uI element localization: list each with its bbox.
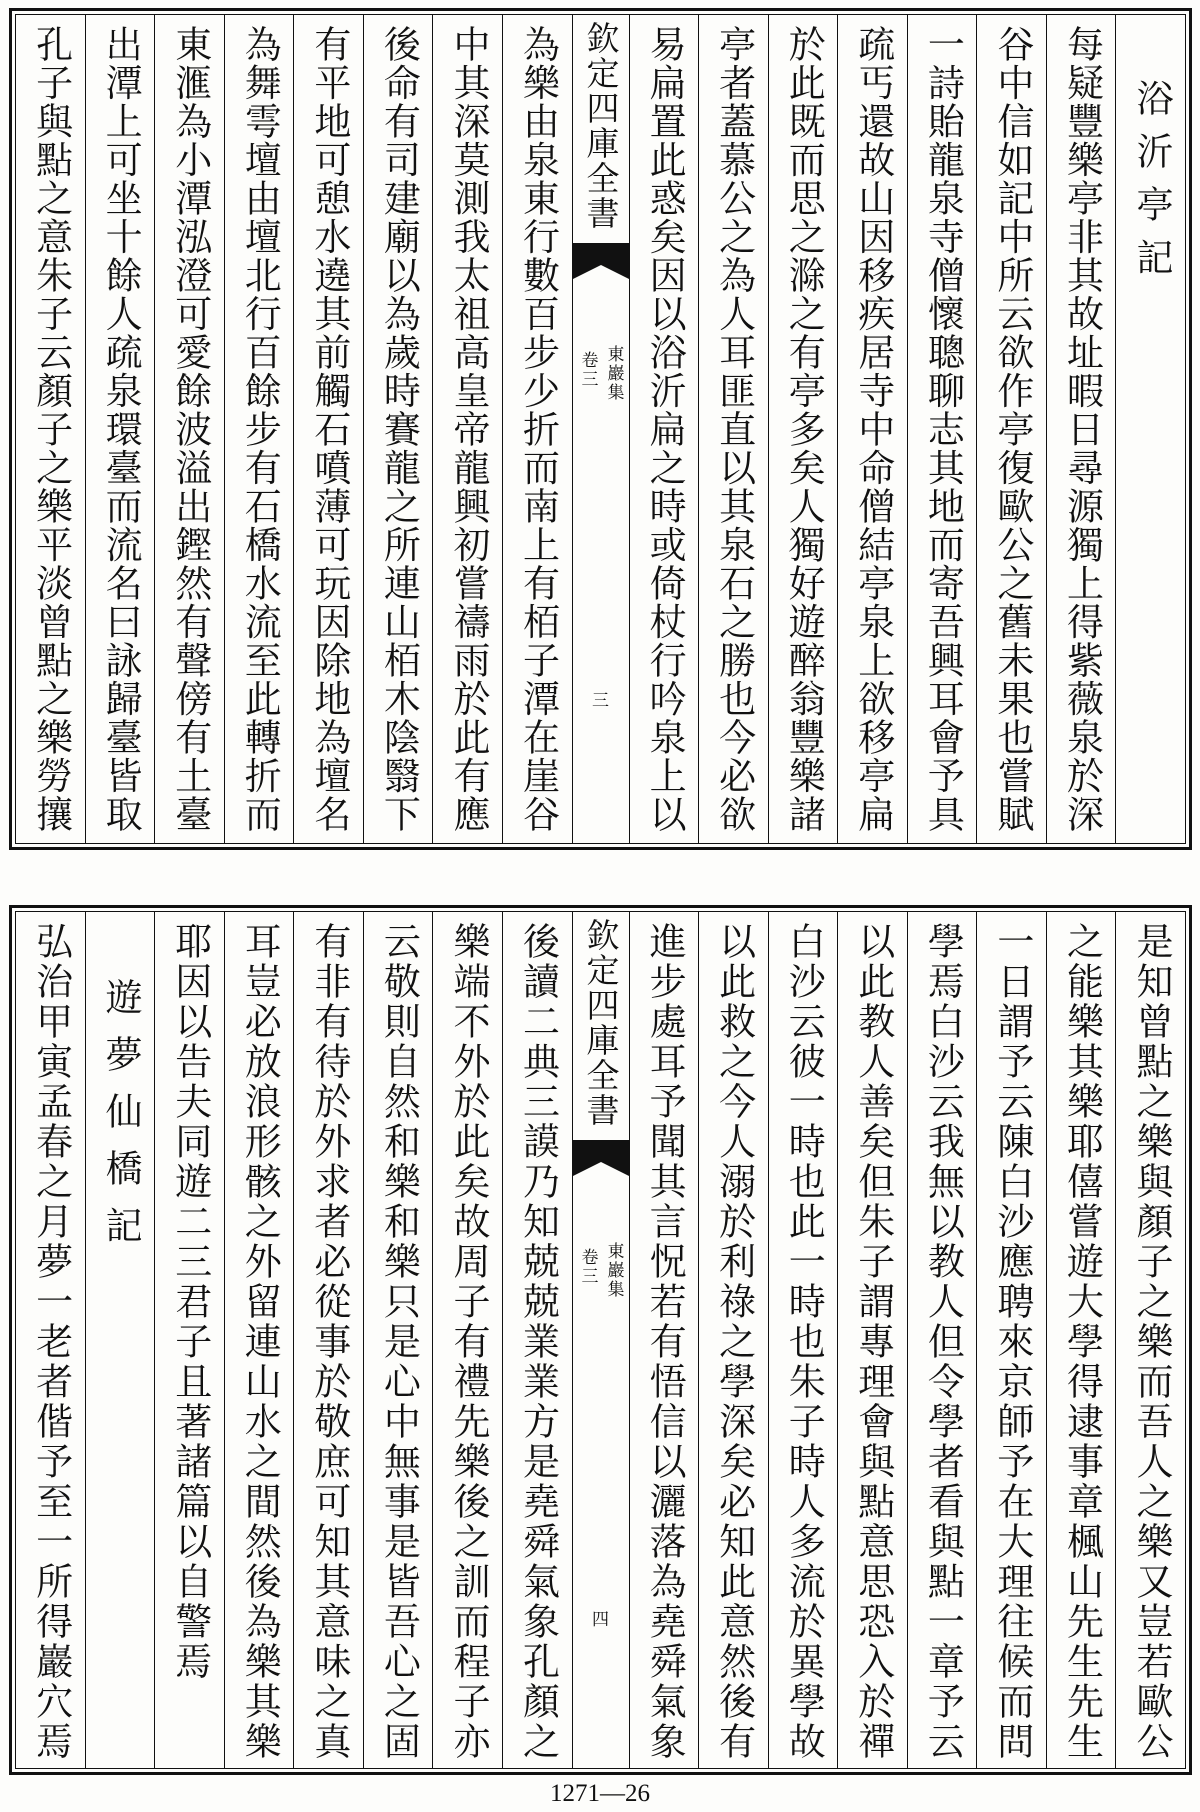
volume-label: 卷三 bbox=[577, 1248, 598, 1286]
text-column: 一詩貽龍泉寺僧懷聰聊志其地而寄吾興耳會予具 bbox=[907, 15, 977, 843]
fold-volume-info bbox=[573, 345, 629, 402]
text-column: 以此教人善矣但朱子謂專理會與點意思恐入於禪 bbox=[837, 912, 907, 1768]
text-column: 疏丐還故山因移疾居寺中命僧結亭泉上欲移亭扁 bbox=[837, 15, 907, 843]
text-column: 白沙云彼一時也此一時也朱子時人多流於異學故 bbox=[768, 912, 838, 1768]
text-column: 後命有司建廟以為歲時賽龍之所連山栢木陰翳下 bbox=[363, 15, 433, 843]
top-page-frame bbox=[9, 8, 1192, 850]
footer-page-reference: 1271—26 bbox=[550, 1780, 650, 1807]
text-column: 中其深莫測我太祖高皇帝龍興初嘗禱雨於此有應 bbox=[432, 15, 502, 843]
text-column: 以此救之今人溺於利祿之學深矣必知此意然後有 bbox=[698, 912, 768, 1768]
book-title: 東巖集 bbox=[603, 1242, 624, 1299]
text-column: 耳豈必放浪形骸之外留連山水之間然後為樂其樂 bbox=[224, 912, 294, 1768]
text-column: 學焉白沙云我無以教人但令學者看與點一章予云 bbox=[907, 912, 977, 1768]
page-body bbox=[15, 911, 1186, 1769]
text-column: 於此既而思之滁之有亭多矣人獨好遊醉翁豐樂諸 bbox=[768, 15, 838, 843]
text-column: 孔子與點之意朱子云顏子之樂平淡曾點之樂勞攘 bbox=[29, 25, 73, 834]
fishtail-mark bbox=[573, 1140, 629, 1176]
bottom-page-frame bbox=[9, 905, 1192, 1775]
text-column: 亭者蓋慕公之為人耳匪直以其泉石之勝也今必欲 bbox=[698, 15, 768, 843]
essay-title: 遊夢仙橋記 bbox=[85, 912, 155, 1768]
text-column: 之能樂其樂耶僖嘗遊大學得逮事章楓山先生先生 bbox=[1046, 912, 1116, 1768]
text-column: 東滙為小潭泓澄可愛餘波溢出鏗然有聲傍有土臺 bbox=[154, 15, 224, 843]
essay-title: 浴沂亭記 bbox=[1115, 15, 1185, 843]
text-column: 一日謂予云陳白沙應聘來京師予在大理往候而問 bbox=[976, 912, 1046, 1768]
series-title: 欽定四庫全書 bbox=[581, 918, 621, 1128]
fold-column bbox=[572, 912, 629, 1768]
text-column: 谷中信如記中所云欲作亭復歐公之舊未果也嘗賦 bbox=[976, 15, 1046, 843]
text-column: 樂端不外於此矣故周子有禮先樂後之訓而程子亦 bbox=[432, 912, 502, 1768]
text-column: 耶因以告夫同遊二三君子且著諸篇以自警焉 bbox=[154, 912, 224, 1768]
text-column: 進步處耳予聞其言怳若有悟信以灑落為堯舜氣象 bbox=[629, 912, 699, 1768]
text-column: 有非有待於外求者必從事於敬庶可知其意味之真 bbox=[293, 912, 363, 1768]
fold-column bbox=[572, 15, 629, 843]
text-column: 弘治甲寅孟春之月夢一老者偕予至一所得巖穴焉 bbox=[29, 922, 73, 1762]
volume-label: 卷三 bbox=[577, 351, 598, 389]
fishtail-mark bbox=[573, 243, 629, 279]
text-column: 後讀二典三謨乃知兢兢業業方是堯舜氣象孔顏之 bbox=[502, 912, 572, 1768]
text-column: 是知曾點之樂與顏子之樂而吾人之樂又豈若歐公 bbox=[1115, 912, 1185, 1768]
page-body bbox=[15, 14, 1186, 844]
text-column: 易扁置此惑矣因以浴沂扁之時或倚杖行吟泉上以 bbox=[629, 15, 699, 843]
text-column: 出潭上可坐十餘人疏泉環臺而流名曰詠歸臺皆取 bbox=[85, 15, 155, 843]
text-column: 有平地可憩水遶其前觸石噴薄可玩因除地為壇名 bbox=[293, 15, 363, 843]
page-number: 三 bbox=[592, 691, 609, 711]
series-title: 欽定四庫全書 bbox=[581, 21, 621, 231]
text-column: 每疑豐樂亭非其故址暇日尋源獨上得紫薇泉於深 bbox=[1046, 15, 1116, 843]
text-column: 為樂由泉東行數百步少折而南上有栢子潭在崖谷 bbox=[502, 15, 572, 843]
text-column: 云敬則自然和樂和樂只是心中無事是皆吾心之固 bbox=[363, 912, 433, 1768]
fold-volume-info bbox=[573, 1242, 629, 1299]
text-column: 為舞雩壇由壇北行百餘步有石橋水流至此轉折而 bbox=[224, 15, 294, 843]
book-title: 東巖集 bbox=[603, 345, 624, 402]
page-number: 四 bbox=[592, 1610, 609, 1630]
